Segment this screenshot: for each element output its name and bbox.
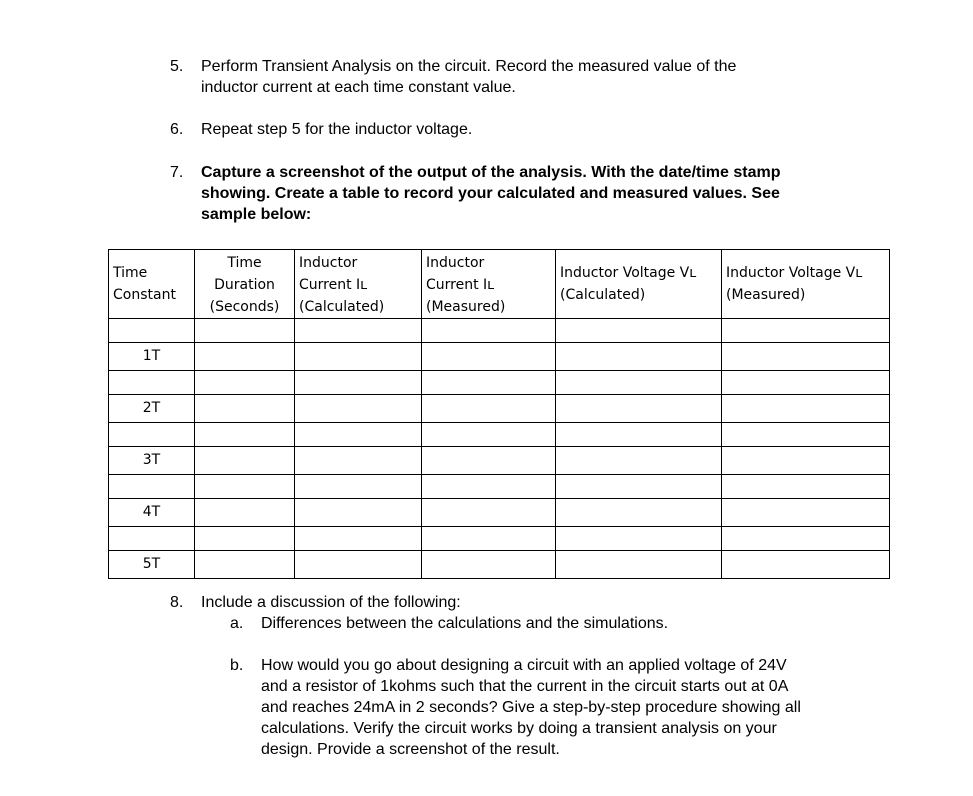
table-cell [722,447,890,475]
row-label [109,343,195,371]
table-cell [722,527,890,551]
header-line: (Seconds) [209,299,280,315]
table-cell [109,319,195,343]
header-voltage-calculated [556,250,722,319]
row-label-text: 3T [142,452,161,468]
table-cell [422,499,556,527]
table-cell [195,395,295,423]
header-line: Current Iʟ [426,277,495,293]
table-cell [556,319,722,343]
item-line: and reaches 24mA in 2 seconds? Give a step-by-step procedure showing all [261,699,801,716]
header-line: Constant [113,287,176,303]
table-cell [295,551,422,579]
header-voltage-measured [722,250,890,319]
table-row [109,319,890,343]
header-line: Inductor [426,255,485,271]
table-cell [195,343,295,371]
table-cell [195,475,295,499]
table-cell [422,371,556,395]
header-line: Time [113,265,148,281]
table-cell [722,475,890,499]
header-current-measured [422,250,556,319]
table-cell [109,475,195,499]
step-text [201,119,901,140]
sample-table [108,249,890,579]
table-cell [109,527,195,551]
table-cell [422,319,556,343]
row-label [109,447,195,475]
header-row [109,250,890,319]
table-cell [556,395,722,423]
step-number: 8. [170,594,184,611]
table-cell [556,447,722,475]
row-label [109,395,195,423]
table-cell [195,527,295,551]
table-cell [422,423,556,447]
item-line: design. Provide a screenshot of the result. [261,741,560,758]
table-cell [295,343,422,371]
table-cell [722,395,890,423]
table-row [109,371,890,395]
table-cell [422,527,556,551]
table-cell [722,423,890,447]
table-cell [195,551,295,579]
table-cell [556,423,722,447]
table-cell [295,319,422,343]
step-line: Repeat step 5 for the inductor voltage. [201,121,473,138]
step-line: sample below: [201,206,312,223]
header-line: Inductor Voltage Vʟ [726,265,863,281]
row-label [109,499,195,527]
step-number: 6. [170,121,184,138]
item-text: Differences between the calculations and the simulations. [261,615,669,632]
table-cell [295,527,422,551]
header-line: Time [227,255,262,271]
table-cell [195,319,295,343]
header-line: (Calculated) [560,287,646,303]
table-cell [109,371,195,395]
header-current-calculated [295,250,422,319]
row-label-text: 5T [142,556,161,572]
table-cell [295,395,422,423]
table-cell [195,371,295,395]
table-cell [722,371,890,395]
item-label: a. [230,615,244,632]
table-row [109,475,890,499]
header-line: Inductor Voltage Vʟ [560,265,697,281]
step-line: Perform Transient Analysis on the circuit. Record the measured value of the [201,58,737,75]
step-text [201,162,901,225]
header-line: Duration [214,277,275,293]
table-cell [422,343,556,371]
table-cell [195,423,295,447]
step-text [201,56,901,98]
table-cell [722,551,890,579]
header-time-duration [195,250,295,319]
step-line: Capture a screenshot of the output of the analysis. With the date/time stamp [201,164,781,181]
table-cell [295,499,422,527]
item-label: b. [230,657,244,674]
item-text [261,655,901,760]
table-row [109,423,890,447]
table-cell [422,551,556,579]
table-row [109,343,890,371]
step-line: inductor current at each time constant value. [201,79,516,96]
row-label [109,551,195,579]
step-number: 5. [170,58,184,75]
row-label-text: 2T [142,400,161,416]
table-cell [195,447,295,475]
table-cell [109,423,195,447]
item-line: and a resistor of 1kohms such that the current in the circuit starts out at 0A [261,678,789,695]
table-cell [556,527,722,551]
item-line: How would you go about designing a circuit with an applied voltage of 24V [261,657,787,674]
header-line: (Calculated) [299,299,385,315]
table-cell [295,475,422,499]
header-line: Current Iʟ [299,277,368,293]
table-row [109,527,890,551]
table-cell [556,499,722,527]
table-cell [722,319,890,343]
table-row [109,499,890,527]
table-cell [422,475,556,499]
table-cell [556,343,722,371]
table-cell [295,371,422,395]
header-time-constant [109,250,195,319]
table-cell [295,423,422,447]
table-cell [422,395,556,423]
table-row [109,395,890,423]
step-number: 7. [170,164,184,181]
table-cell [295,447,422,475]
row-label-text: 1T [142,348,161,364]
row-label-text: 4T [142,504,161,520]
header-line: (Measured) [426,299,506,315]
table-cell [722,343,890,371]
table-cell [556,475,722,499]
table-cell [195,499,295,527]
header-line: Inductor [299,255,358,271]
item-line: calculations. Verify the circuit works by doing a transient analysis on your [261,720,777,737]
step-text: Include a discussion of the following: [201,594,461,611]
step-line: showing. Create a table to record your calculated and measured values. See [201,185,780,202]
table-cell [422,447,556,475]
table-cell [556,371,722,395]
table-row [109,447,890,475]
table-cell [722,499,890,527]
table-row [109,551,890,579]
header-line: (Measured) [726,287,806,303]
table-cell [556,551,722,579]
